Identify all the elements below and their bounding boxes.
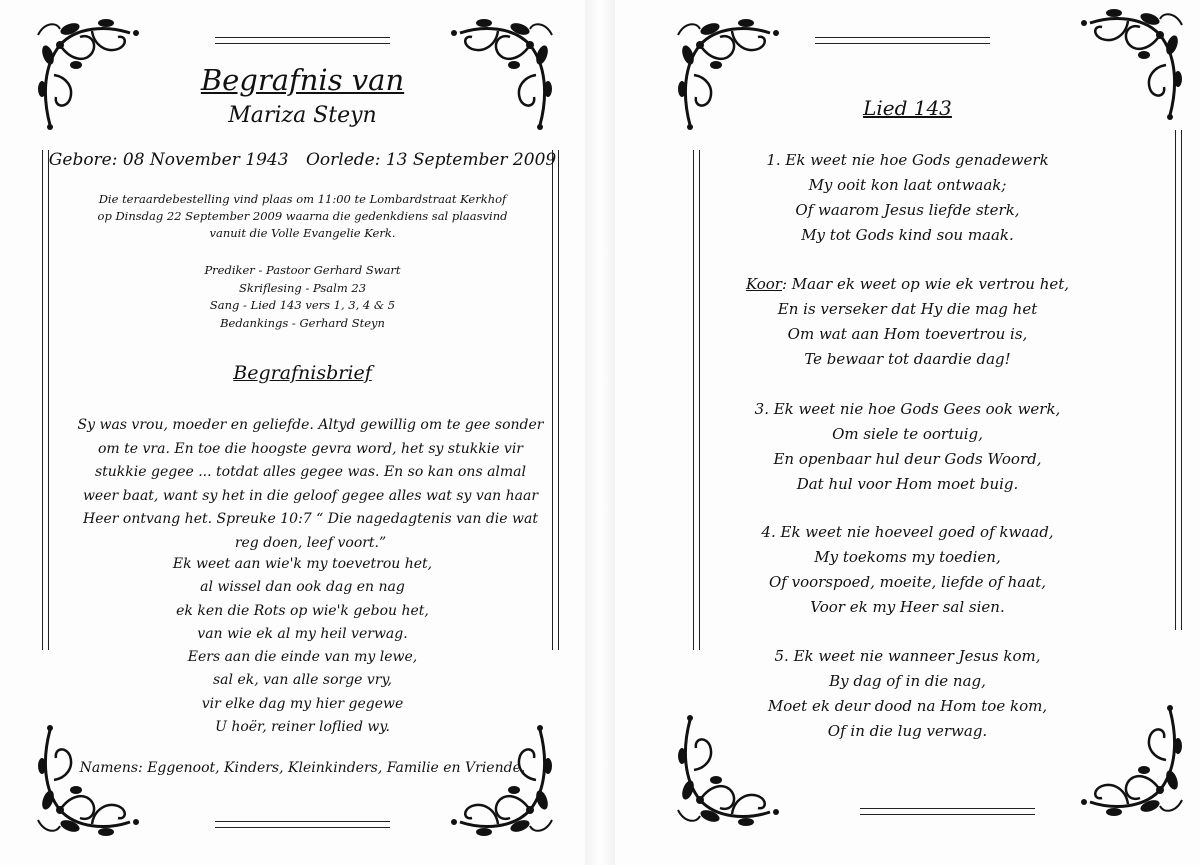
verse-line: 3. Ek weet nie hoe Gods Gees ook werk, — [754, 400, 1061, 418]
poem — [20, 553, 585, 739]
intro-line: Die teraardebestelling vind plaas om 11:00 te Lombardstraat Kerkhof — [98, 192, 507, 206]
verse-1 — [615, 148, 1200, 248]
verse-4 — [615, 520, 1200, 620]
left-page — [0, 0, 585, 865]
intro-line: op Dinsdag 22 September 2009 waarna die gedenkdiens sal plaasvind — [97, 209, 508, 223]
brief-text — [66, 414, 555, 555]
page-title: Begrafnis van — [200, 63, 405, 97]
right-page — [615, 0, 1200, 865]
chorus-first-line: : Maar ek weet op wie ek vertrou het, — [781, 275, 1070, 293]
verse-line: My ooit kon laat ontwaak; — [808, 176, 1007, 194]
death-date: Oorlede: 13 September 2009 — [305, 150, 557, 170]
verse-line: Om wat aan Hom toevertrou is, — [787, 325, 1028, 343]
program-line: Prediker - Pastoor Gerhard Swart — [204, 263, 401, 277]
brief-heading: Begrafnisbrief — [233, 362, 372, 384]
verse-line: My tot Gods kind sou maak. — [801, 226, 1014, 244]
verse-line: En is verseker dat Hy die mag het — [777, 300, 1038, 318]
poem-line: Ek weet aan wie'k my toevetrou het, — [172, 556, 433, 572]
brief-line: reg doen, leef voort.” — [234, 534, 387, 551]
frame-bottom-line — [215, 821, 390, 828]
poem-line: sal ek, van alle sorge vry, — [213, 672, 392, 689]
intro-line: vanuit die Volle Evangelie Kerk. — [209, 226, 396, 240]
brief-line: Sy was vrou, moeder en geliefde. Altyd gewillig om te gee sonder — [77, 417, 544, 433]
program-line: Skriflesing - Psalm 23 — [238, 280, 367, 295]
verse-3 — [615, 397, 1200, 497]
verse-line: Of waarom Jesus liefde sterk, — [795, 201, 1020, 219]
poem-line: U hoër, reiner loflied wy. — [215, 719, 390, 736]
poem-line: Eers aan die einde van my lewe, — [187, 649, 418, 666]
brief-line: weer baat, want sy het in die geloof gegee alles wat sy van haar — [82, 487, 539, 504]
chorus-label: Koor — [745, 275, 782, 293]
birth-date: Gebore: 08 November 1943 — [48, 150, 289, 170]
verse-line: My toekoms my toedien, — [814, 548, 1001, 566]
frame-bottom-line — [860, 808, 1035, 815]
verse-line: Dat hul voor Hom moet buig. — [796, 475, 1019, 493]
verse-5 — [615, 644, 1200, 744]
program-line: Bedankings - Gerhard Steyn — [220, 315, 385, 330]
verse-line: Om siele te oortuig, — [832, 425, 983, 443]
brief-line: om te vra. En toe die hoogste gevra word, het sy stukkie vir — [97, 440, 524, 457]
brief-line: stukkie gegee ... totdat alles gegee was. En so kan ons almal — [94, 464, 527, 480]
poem-line: al wissel dan ook dag en nag — [200, 579, 405, 596]
verse-line: Moet ek deur dood na Hom toe kom, — [767, 697, 1048, 715]
hymn-title: Lied 143 — [863, 96, 952, 120]
chorus — [615, 272, 1200, 372]
verse-line: Voor ek my Heer sal sien. — [810, 598, 1005, 616]
service-intro — [20, 191, 585, 242]
service-program — [20, 262, 585, 332]
verse-line — [615, 272, 1200, 297]
page-fold — [585, 0, 615, 865]
brief-line: Heer ontvang het. Spreuke 10:7 “ Die nagedagtenis van die wat — [83, 511, 538, 527]
verse-line: 5. Ek weet nie wanneer Jesus kom, — [774, 647, 1041, 665]
deceased-name: Mariza Steyn — [228, 103, 377, 128]
verse-line: 1. Ek weet nie hoe Gods genadewerk — [766, 151, 1049, 169]
verse-line: 4. Ek weet nie hoeveel goed of kwaad, — [761, 523, 1054, 541]
poem-line: van wie ek al my heil verwag. — [197, 625, 408, 642]
poem-line: ek ken die Rots op wie'k gebou het, — [176, 602, 429, 619]
frame-top-line — [815, 37, 990, 44]
frame-top-line — [215, 37, 390, 44]
verse-line: Of in die lug verwag. — [827, 722, 988, 740]
verse-line: By dag of in die nag, — [829, 672, 986, 690]
verse-line: En openbaar hul deur Gods Woord, — [773, 450, 1042, 468]
on-behalf-of: Namens: Eggenoot, Kinders, Kleinkinders, Familie en Vriende. — [79, 760, 526, 776]
poem-line: vir elke dag my hier gegewe — [201, 695, 404, 712]
verse-line: Te bewaar tot daardie dag! — [804, 350, 1011, 368]
verse-line: Of voorspoed, moeite, liefde of haat, — [768, 573, 1046, 591]
dates — [20, 150, 585, 170]
program-line: Sang - Lied 143 vers 1, 3, 4 & 5 — [209, 298, 396, 312]
